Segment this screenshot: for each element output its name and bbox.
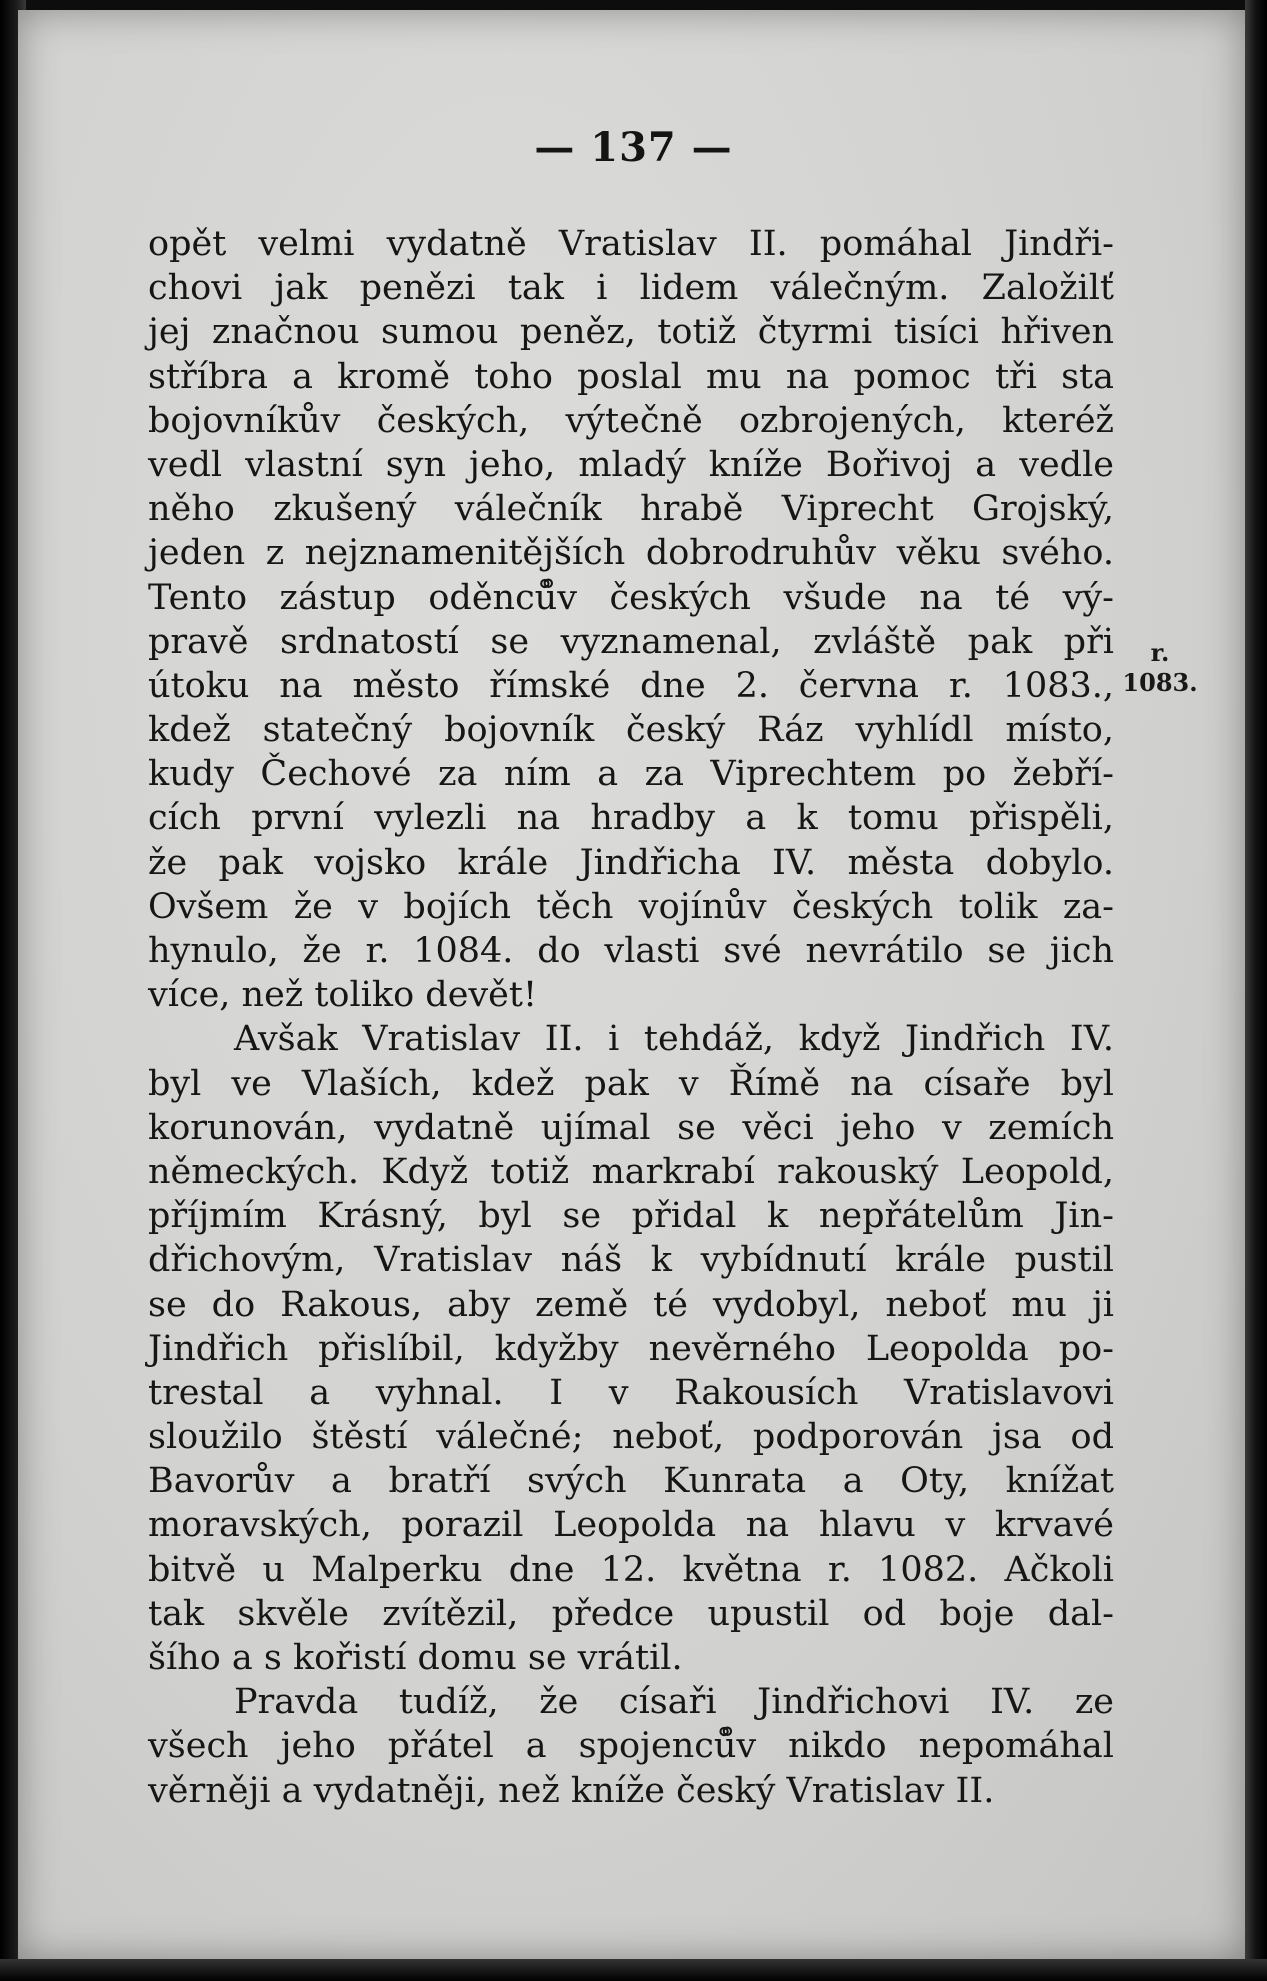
text-line-14: cích první vylezli na hradby a k tomu přispěli, [148,798,1114,839]
page-edge-shadow-right [1245,0,1267,1981]
text-line-29: Bavorův a bratří svých Kunrata a Oty, knížat [148,1461,1114,1502]
text-line-6: vedl vlastní syn jeho, mladý kníže Bořivoj a vedle [148,444,1114,485]
text-line-15: že pak vojsko krále Jindřicha IV. města dobylo. [148,842,1114,883]
text-line-26: Jindřich přislíbil, kdyžby nevěrného Leopolda po- [148,1328,1114,1369]
text-line-23: příjmím Krásný, byl se přidal k nepřátelům Jin- [148,1196,1114,1237]
text-line-27: trestal a vyhnal. I v Rakousích Vratislavovi [148,1372,1114,1413]
margin-note-line-1: r. [1150,638,1170,667]
text-line-32: tak skvěle zvítězil, předce upustil od boje dal- [148,1593,1114,1634]
text-line-11: útoku na město římské dne 2. června r. 1083., [148,665,1114,706]
text-line-25: se do Rakous, aby země té vydobyl, neboť mu ji [148,1284,1114,1325]
text-line-7: něho zkušený válečník hrabě Viprecht Grojský, [148,489,1114,530]
text-line-10: pravě srdnatostí se vyznamenal, zvláště pak při [148,621,1114,662]
text-line-5: bojovníkův českých, výtečně ozbrojených, kteréž [148,400,1114,441]
text-line-16: Ovšem že v bojích těch vojínův českých tolik za- [148,886,1114,927]
text-line-9: Tento zástup oděnců̊v českých všude na té vý- [148,577,1114,618]
text-line-13: kudy Čechové za ním a za Viprechtem po žebří- [148,754,1114,795]
text-line-21: korunován, vydatně ujímal se věci jeho v zemích [148,1107,1114,1148]
text-line-22: německých. Když totiž markrabí rakouský Leopold, [148,1151,1114,1192]
text-line-35: všech jeho přátel a spojenců̊v nikdo nepomáhal [148,1726,1114,1767]
page-edge-shadow-bottom [0,1959,1267,1981]
margin-note-line-2: 1083. [1122,668,1198,697]
text-line-8: jeden z nejznamenitějších dobrodruhův věku svého. [148,533,1114,574]
page-number: — 137 — [534,124,733,171]
text-line-28: sloužilo štěstí válečné; neboť, podporován jsa od [148,1417,1114,1458]
body-text [148,222,1114,1813]
text-line-2: chovi jak penězi tak i lidem válečným. Založilť [148,268,1114,309]
text-line-17: hynulo, že r. 1084. do vlasti své nevrátilo se jich [148,931,1114,971]
text-line-20: byl ve Vlaších, kdež pak v Římě na císaře byl [148,1063,1114,1104]
text-line-36: věrněji a vydatněji, než kníže český Vratislav II. [148,1770,995,1811]
text-line-24: dřichovým, Vratislav náš k vybídnutí krále pustil [148,1240,1114,1281]
text-line-4: stříbra a kromě toho poslal mu na pomoc tři sta [148,356,1114,397]
text-line-33: šího a s kořistí domu se vrátil. [148,1638,683,1678]
text-line-34: Pravda tudíž, že císaři Jindřichovi IV. ze [234,1682,1114,1723]
text-line-3: jej značnou sumou peněz, totiž čtyrmi tisíci hřiven [148,312,1114,353]
margin-note-year [1120,638,1200,698]
text-line-1: opět velmi vydatně Vratislav II. pomáhal Jindři- [148,224,1114,264]
text-line-19: Avšak Vratislav II. i tehdáž, když Jindřich IV. [234,1019,1114,1060]
text-line-31: bitvě u Malperku dne 12. května r. 1082. Ačkoli [148,1549,1114,1590]
text-line-18: více, než toliko devět! [148,975,538,1016]
text-line-30: moravských, porazil Leopolda na hlavu v krvavé [148,1505,1114,1546]
text-line-12: kdež statečný bojovník český Ráz vyhlídl místo, [148,710,1114,751]
